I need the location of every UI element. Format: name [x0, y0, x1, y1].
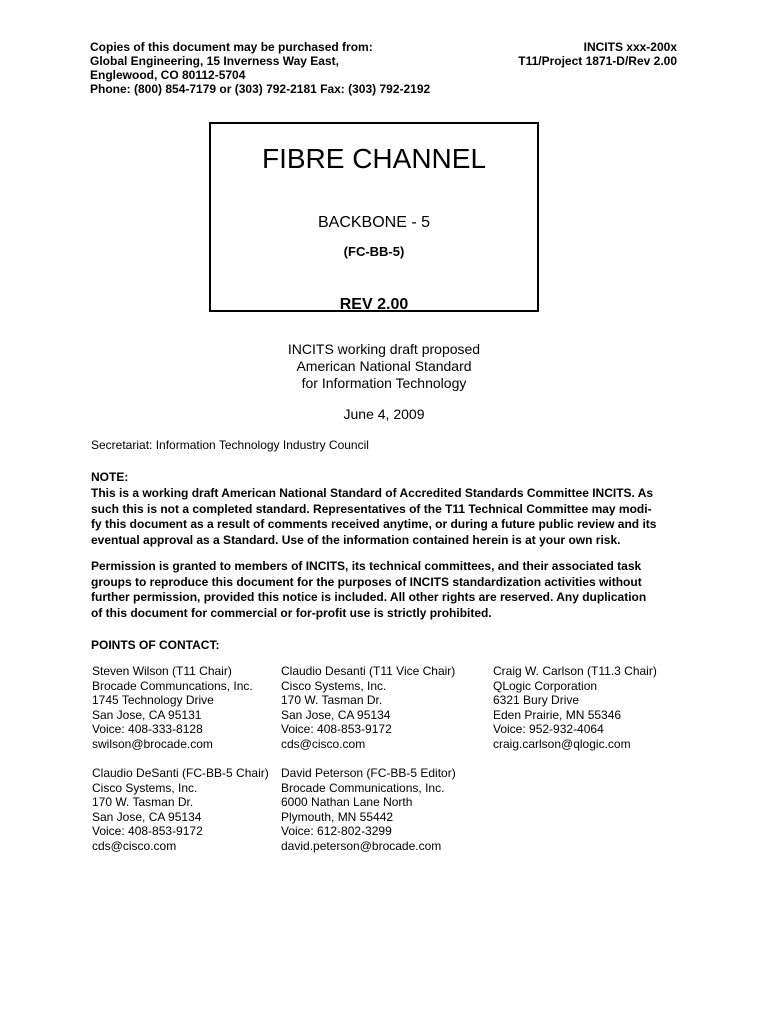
contact-fc-bb-5-chair — [92, 766, 269, 853]
permission-paragraph — [91, 559, 679, 621]
contact-street: 1745 Technology Drive — [92, 693, 214, 707]
contact-email: cds@cisco.com — [92, 838, 177, 853]
contact-city: Plymouth, MN 55442 — [281, 809, 394, 824]
purchase-line: Copies of this document may be purchased from: — [90, 40, 373, 54]
contact-company: Brocade Communcations, Inc. — [92, 678, 253, 693]
paragraph-line: fy this document as a result of comments received anytime, or during a future public review and its — [91, 517, 657, 531]
document-date: June 4, 2009 — [343, 406, 425, 422]
purchase-city: Englewood, CO 80112-5704 — [90, 68, 246, 82]
document-title: FIBRE CHANNEL — [261, 143, 487, 174]
paragraph-line: eventual approval as a Standard. Use of the information contained herein is at your own risk. — [91, 532, 621, 547]
document-id — [518, 40, 677, 68]
paragraph-line: such this is not a completed standard. Representatives of the T11 Technical Committee may modi- — [91, 501, 652, 516]
contact-phone: Voice: 408-333-8128 — [92, 722, 203, 736]
contact-phone: Voice: 612-802-3299 — [281, 824, 392, 838]
draft-line: for Information Technology — [301, 375, 467, 391]
contact-name: Claudio DeSanti (FC-BB-5 Chair) — [92, 766, 269, 780]
draft-notice-paragraph — [91, 486, 679, 548]
draft-line: American National Standard — [296, 358, 472, 374]
project-revision: T11/Project 1871-D/Rev 2.00 — [518, 54, 677, 68]
contact-city: Eden Prairie, MN 55346 — [493, 707, 622, 722]
contact-company: Cisco Systems, Inc. — [92, 780, 198, 795]
contact-name: Steven Wilson (T11 Chair) — [92, 664, 232, 678]
contact-phone: Voice: 952-932-4064 — [493, 722, 604, 736]
purchase-info — [90, 40, 430, 96]
contact-phone: Voice: 408-853-9172 — [281, 722, 392, 736]
contact-city: San Jose, CA 95134 — [281, 707, 391, 722]
document-subtitle: BACKBONE - 5 — [317, 214, 431, 231]
contact-t11-vice-chair — [281, 664, 455, 751]
contact-company: QLogic Corporation — [493, 678, 598, 693]
note-heading: NOTE: — [91, 470, 129, 484]
contact-email: david.peterson@brocade.com — [281, 838, 442, 853]
contact-email: craig.carlson@qlogic.com — [493, 736, 631, 751]
contact-street: 6321 Bury Drive — [493, 693, 580, 707]
contact-street: 6000 Nathan Lane North — [281, 795, 413, 809]
points-of-contact-heading: POINTS OF CONTACT: — [91, 638, 220, 652]
paragraph-line: groups to reproduce this document for the purposes of INCITS standardization activities without — [91, 574, 642, 589]
contact-fc-bb-5-editor — [281, 766, 456, 853]
paragraph-line: Permission is granted to members of INCITS, its technical committees, and their associated task — [91, 559, 642, 573]
contact-email: cds@cisco.com — [281, 736, 366, 751]
draft-line: INCITS working draft proposed — [287, 341, 481, 357]
contact-street: 170 W. Tasman Dr. — [281, 693, 383, 707]
paragraph-line: This is a working draft American National Standard of Accredited Standards Committee INCITS. As — [91, 486, 654, 500]
contact-city: San Jose, CA 95134 — [92, 809, 202, 824]
document-revision: REV 2.00 — [339, 296, 409, 311]
contact-street: 170 W. Tasman Dr. — [92, 795, 194, 809]
contact-name: Claudio Desanti (T11 Vice Chair) — [281, 664, 456, 678]
title-box — [209, 122, 539, 312]
purchase-phone: Phone: (800) 854-7179 or (303) 792-2181 Fax: (303) 792-2192 — [90, 82, 431, 96]
contact-name: Craig W. Carlson (T11.3 Chair) — [493, 664, 657, 678]
contact-city: San Jose, CA 95131 — [92, 707, 202, 722]
secretariat: Secretariat: Information Technology Industry Council — [91, 438, 369, 452]
contact-company: Brocade Communications, Inc. — [281, 780, 445, 795]
contact-t11-3-chair — [493, 664, 657, 751]
contact-t11-chair — [92, 664, 253, 751]
purchase-address: Global Engineering, 15 Inverness Way East, — [90, 54, 339, 68]
paragraph-line: further permission, provided this notice is included. All other rights are reserved. Any duplication — [91, 590, 647, 604]
contact-company: Cisco Systems, Inc. — [281, 678, 387, 693]
standard-number: INCITS xxx-200x — [583, 40, 677, 54]
contact-email: swilson@brocade.com — [92, 736, 213, 751]
document-abbreviation: (FC-BB-5) — [343, 244, 405, 259]
draft-description — [0, 341, 768, 392]
contact-name: David Peterson (FC-BB-5 Editor) — [281, 766, 456, 780]
paragraph-line: of this document for commercial or for-profit use is strictly prohibited. — [91, 605, 492, 620]
contact-phone: Voice: 408-853-9172 — [92, 824, 203, 838]
